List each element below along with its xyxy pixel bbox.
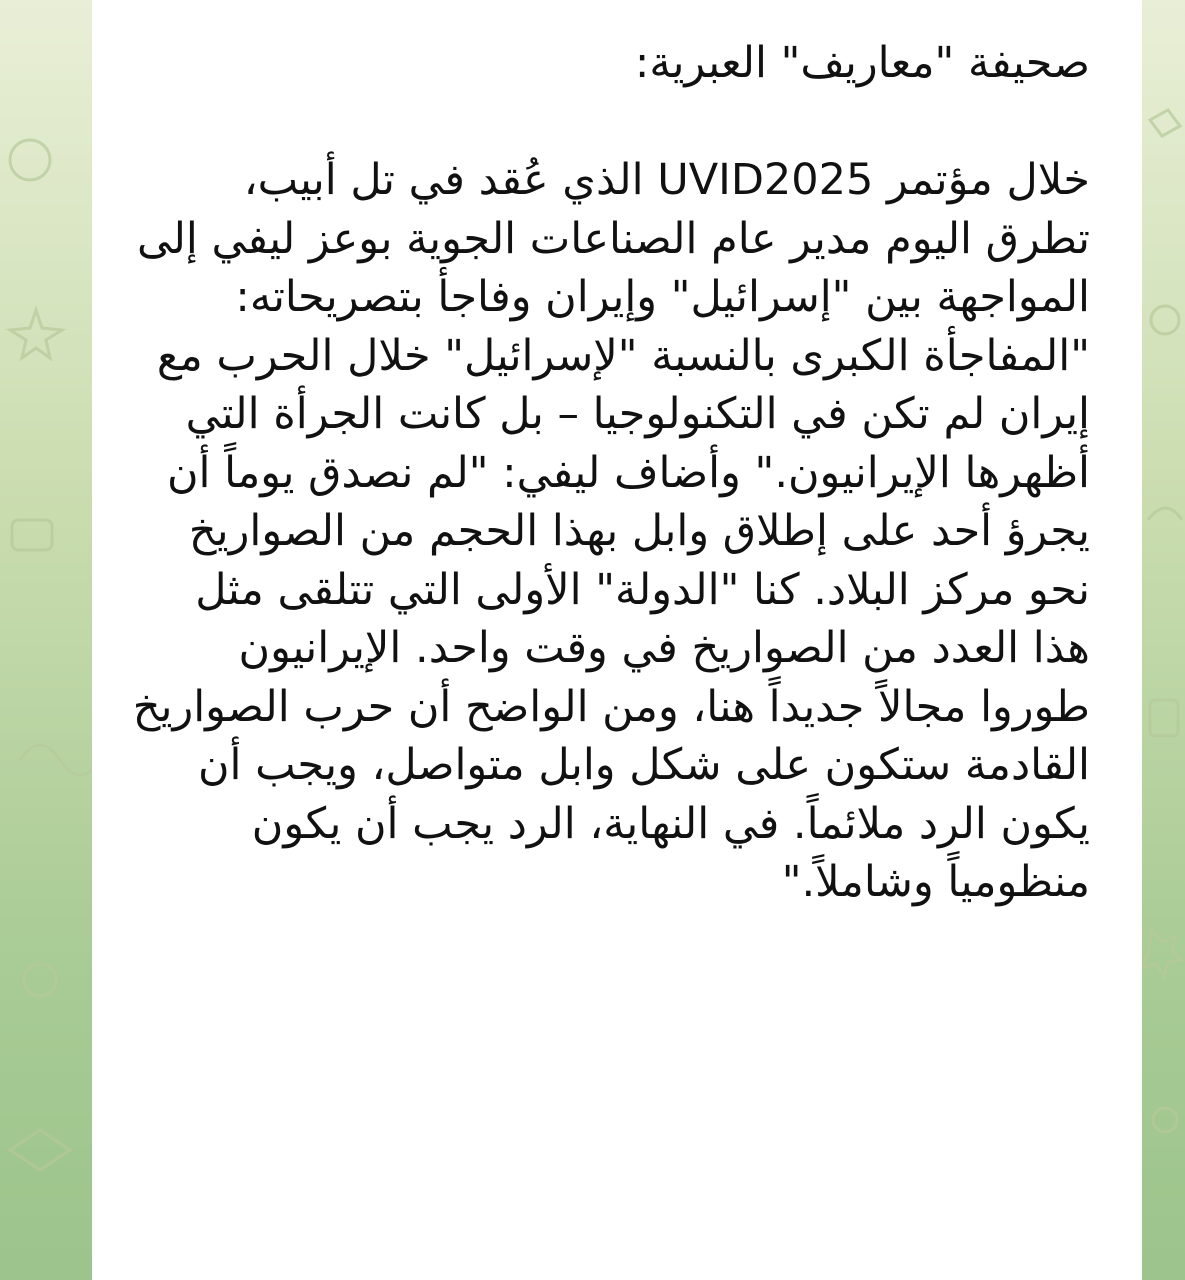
message-body: خلال مؤتمر UVID2025 الذي عُقد في تل أبيب، تطرق اليوم مدير عام الصناعات الجوية بوعز ليفي إلى المواجهة بين "إسرائيل" وإيران وفاجأ بتصريحاته: "المفاجأة الكبرى بالنسبة "لإسرائيل" خلال الحرب مع إيران لم تكن في التكنولوجيا – بل كانت الجرأة التي أظهرها الإيرانيون." وأضاف ليفي: "لم نصدق يوماً أن يجرؤ أحد على إطلاق وابل بهذا الحجم من الصواريخ نحو مركز البلاد. كنا "الدولة" الأولى التي تتلقى مثل هذا العدد من الصواريخ في وقت واحد. الإيرانيون طوروا مجالاً جديداً هنا، ومن الواضح أن حرب الصواريخ القادمة ستكون على شكل وابل متواصل، ويجب أن يكون الرد ملائماً. في النهاية، الرد يجب أن يكون منظومياً وشاملاً." — [132, 155, 1090, 907]
message-text — [132, 34, 1090, 912]
message-header: صحيفة "معاريف" العبرية: — [634, 38, 1090, 88]
message-bubble[interactable] — [92, 0, 1142, 1280]
